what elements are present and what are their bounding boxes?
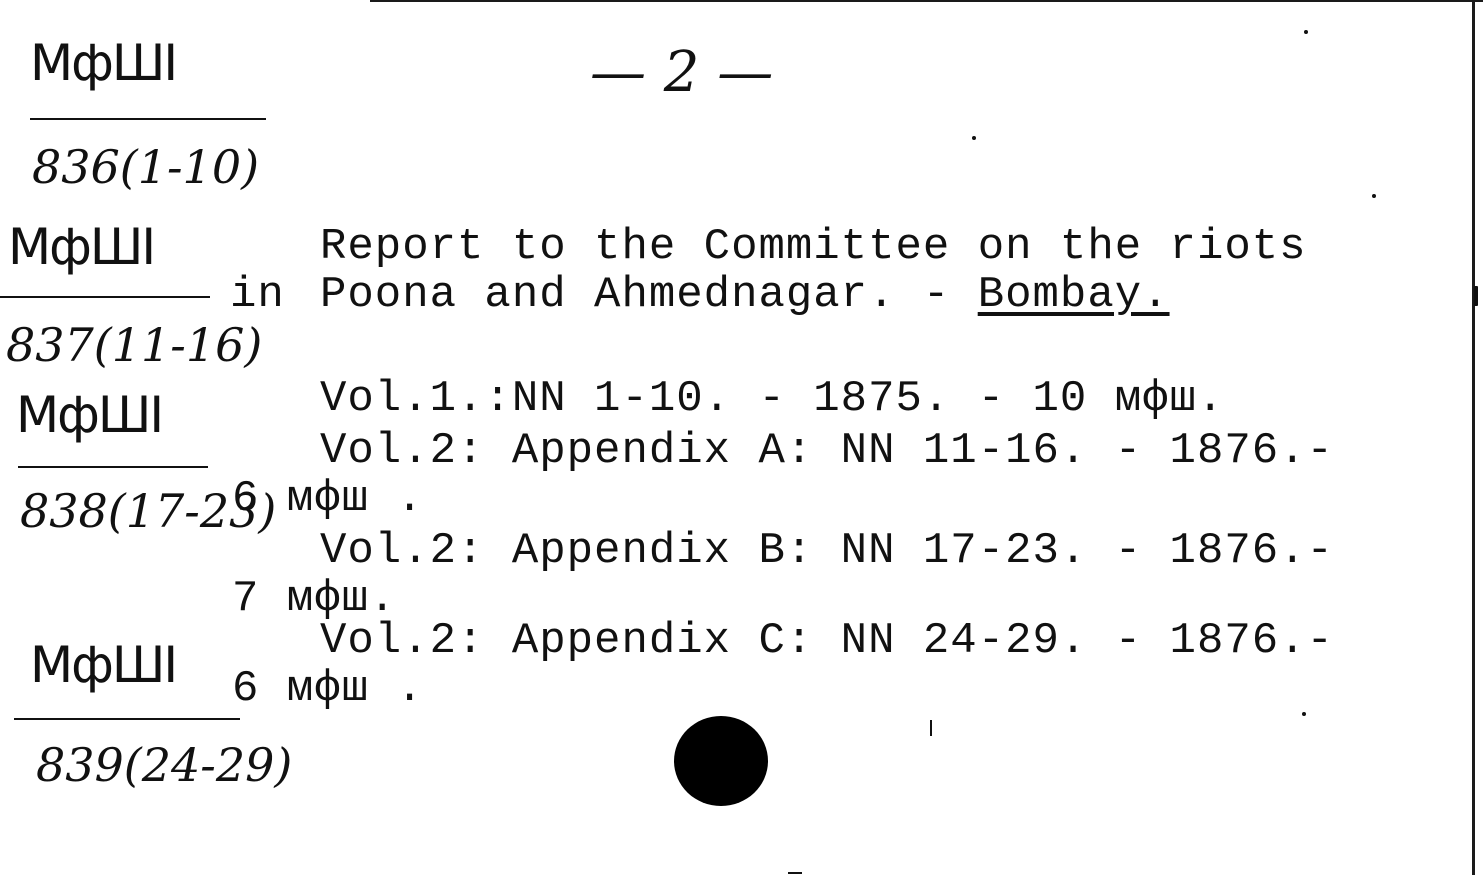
volume-4-count: 6 мфш . bbox=[232, 664, 424, 714]
title-line-1: Report to the Committee on the riots bbox=[320, 222, 1307, 272]
shelf-code-4: МфШI bbox=[30, 636, 177, 694]
volume-2: Vol.2: Appendix A: NN 11-16. - 1876.- bbox=[320, 426, 1334, 476]
speck bbox=[1474, 286, 1478, 306]
shelf-code-2: МфШI bbox=[8, 218, 155, 276]
volume-1: Vol.1.:NN 1-10. - 1875. - 10 мфш. bbox=[320, 374, 1225, 424]
shelf-divider-1 bbox=[30, 118, 266, 120]
speck bbox=[788, 872, 802, 874]
speck bbox=[930, 720, 932, 736]
shelf-divider-4 bbox=[14, 718, 240, 720]
speck bbox=[1302, 712, 1306, 716]
volume-3-count: 7 мфш. bbox=[232, 574, 397, 624]
punch-hole bbox=[674, 716, 768, 806]
shelf-divider-3 bbox=[18, 466, 208, 468]
volume-4: Vol.2: Appendix C: NN 24-29. - 1876.- bbox=[320, 616, 1334, 666]
shelf-number-4: 839(24-29) bbox=[36, 738, 293, 792]
shelf-number-2: 837(11-16) bbox=[6, 318, 263, 372]
volume-2-count: 6 мфш . bbox=[232, 474, 424, 524]
card-top-edge bbox=[370, 0, 1483, 2]
title-in: in bbox=[230, 270, 285, 320]
speck bbox=[1304, 30, 1308, 34]
shelf-number-3: 838(17-23) bbox=[20, 484, 277, 538]
speck bbox=[972, 136, 976, 140]
shelf-divider-2 bbox=[0, 296, 210, 298]
shelf-number-1: 836(1-10) bbox=[32, 140, 260, 194]
speck bbox=[1372, 194, 1376, 198]
card-right-edge bbox=[1472, 0, 1475, 875]
page-number: — 2 — bbox=[590, 40, 774, 105]
volume-3: Vol.2: Appendix B: NN 17-23. - 1876.- bbox=[320, 526, 1334, 576]
publication-place: Bombay. bbox=[977, 270, 1170, 320]
title-line-2-main: Poona and Ahmednagar. - bbox=[320, 270, 978, 320]
shelf-code-3: МфШI bbox=[16, 386, 163, 444]
shelf-code-1: МфШI bbox=[30, 34, 177, 92]
title-line-2 bbox=[320, 270, 1170, 320]
